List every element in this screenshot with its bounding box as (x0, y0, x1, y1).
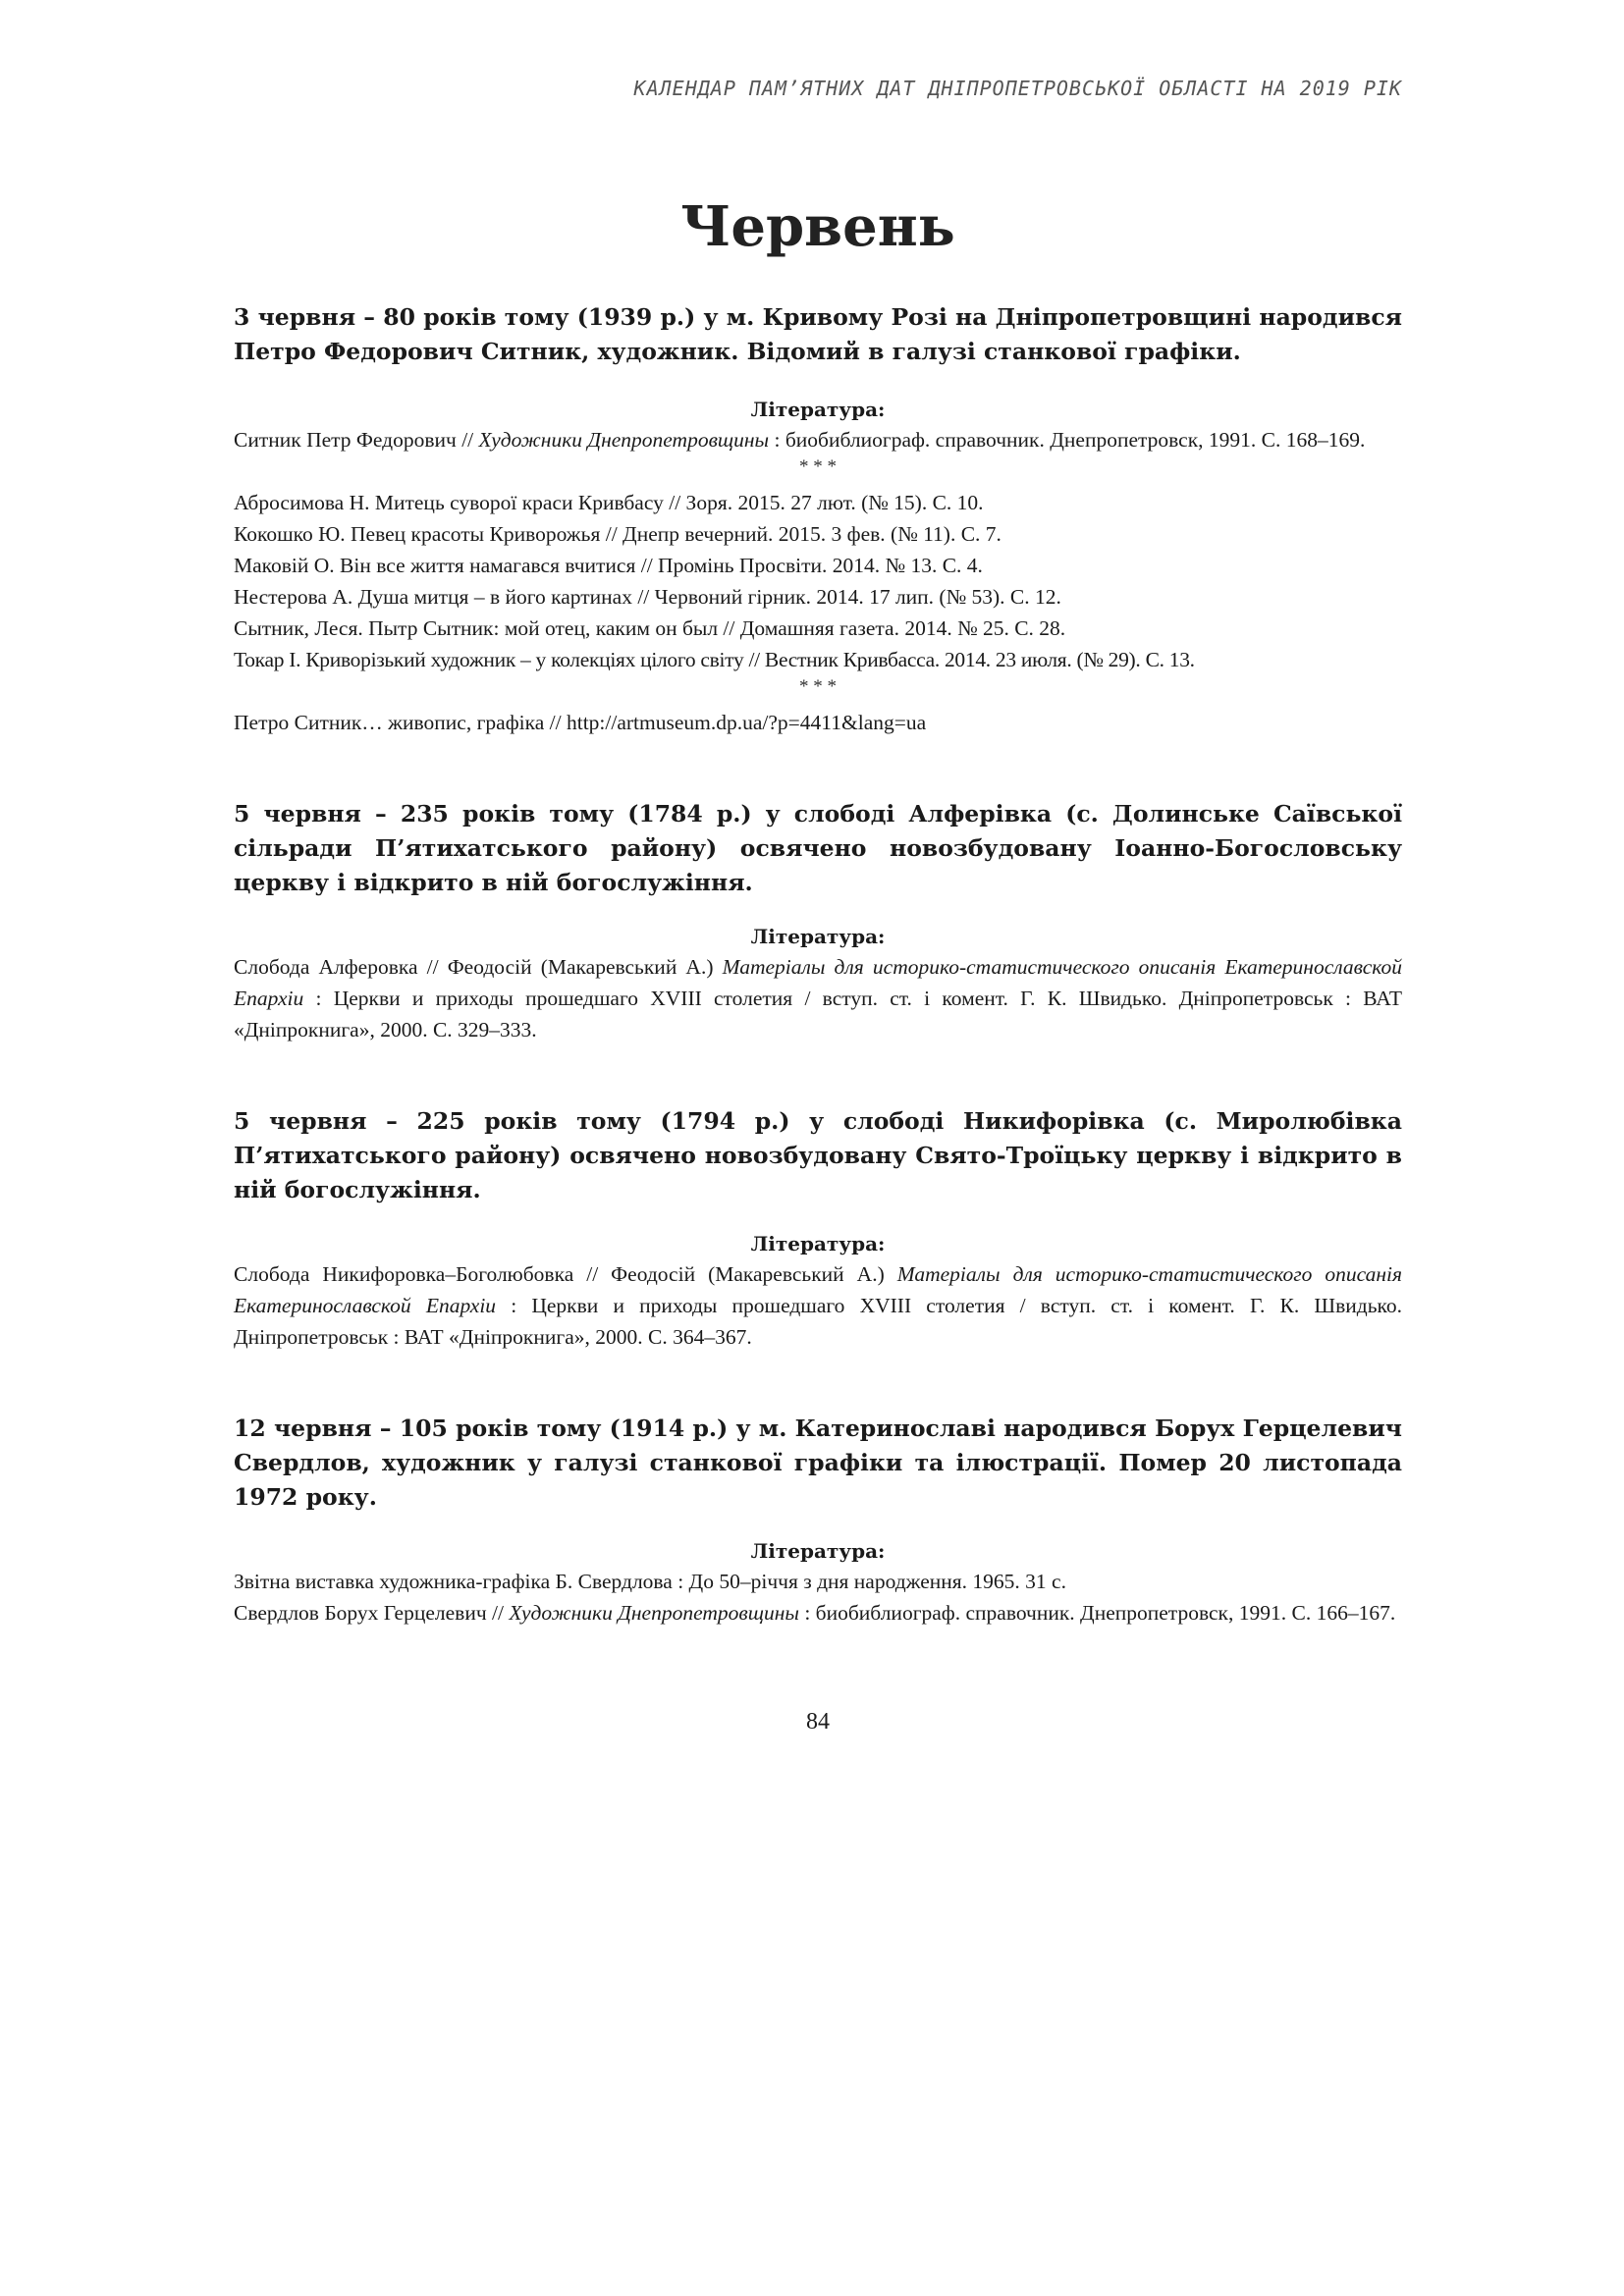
page-title: Червень (680, 194, 955, 259)
bibliography-entry: Звітна виставка художника-графіка Б. Свердлова : До 50–річчя з дня народження. 1965. 31 с. (234, 1570, 1066, 1593)
entry-text: : биобиблиограф. справочник. Днепропетровск, 1991. С. 166–167. (798, 1601, 1396, 1625)
bibliography-entry: Кокошко Ю. Певец красоты Криворожья // Днепр вечерний. 2015. 3 фев. (№ 11). С. 7. (234, 522, 1001, 546)
entry-title-italic: Матеріалы для историко-статистического описанія Екатеринославской Епархіи (234, 1262, 1402, 1317)
event-entry (234, 1412, 1402, 1629)
separator: * * * (799, 676, 837, 697)
page-number: 84 (806, 1709, 830, 1735)
running-header: КАЛЕНДАР ПАМ’ЯТНИХ ДАТ ДНІПРОПЕТРОВСЬКОЇ ОБЛАСТІ НА 2019 РІК (633, 77, 1402, 100)
event-entry (234, 797, 1402, 1045)
entry-text: Свердлов Борух Герцелевич // (234, 1601, 510, 1625)
event-heading: 5 червня – 225 років тому (1794 р.) у слободі Никифорівка (с. Миролюбівка П’ятихатського району) освячено новозбудовану Свято-Троїцьку церкву і відкрито в ній богослужіння. (234, 1107, 1402, 1203)
bibliography-entry (234, 1597, 1402, 1629)
separator: * * * (799, 456, 837, 477)
bibliography-entry: Токар І. Криворізький художник – у колекціях цілого світу // Вестник Кривбасса. 2014. 23 июля. (№ 29). С. 13. (234, 648, 1195, 671)
web-resource-link[interactable]: Петро Ситник… живопис, графіка // http://artmuseum.dp.ua/?p=4411&lang=ua (234, 711, 927, 734)
bibliography-entry (234, 424, 1402, 455)
entry-text: Слобода Никифоровка–Боголюбовка // Феодосій (Макаревський А.) (234, 1262, 897, 1286)
literature-heading: Література: (750, 1232, 886, 1255)
bibliography-entry: Абросимова Н. Митець суворої краси Кривбасу // Зоря. 2015. 27 лют. (№ 15). С. 10. (234, 491, 984, 514)
entry-title-italic: Художники Днепропетровщины (509, 1601, 799, 1625)
entry-text: : Церкви и приходы прошедшаго XVIII столетия / вступ. ст. і комент. Г. К. Швидько. Дніпропетровськ : ВАТ «Дніпрокнига», 2000. С. 364–367. (234, 1294, 1402, 1349)
event-heading: 12 червня – 105 років тому (1914 р.) у м. Катеринославі народився Борух Герцелевич Свердлов, художник у галузі станкової графіки та ілюстрації. Помер 20 листопада 1972 року. (234, 1415, 1402, 1511)
entry-title-italic: Матеріалы для историко-статистического описанія Екатеринославской Епархіи (234, 955, 1402, 1010)
event-heading: 3 червня – 80 років тому (1939 р.) у м. Кривому Розі на Дніпропетровщині народився Петро Федорович Ситник, художник. Відомий в галузі станкової графіки. (234, 303, 1402, 365)
event-entry (234, 1104, 1402, 1353)
literature-heading: Література: (750, 398, 886, 421)
bibliography-entry (234, 951, 1402, 1045)
bibliography-entry: Маковій О. Він все життя намагався вчитися // Промінь Просвіти. 2014. № 13. С. 4. (234, 554, 983, 577)
event-heading: 5 червня – 235 років тому (1784 р.) у слободі Алферівка (с. Долинське Саївської сільради П’ятихатського району) освячено новозбудовану Іоанно-Богословську церкву і відкрито в ній богослужіння. (234, 800, 1402, 896)
entry-text: : Церкви и приходы прошедшаго XVIII столетия / вступ. ст. і комент. Г. К. Швидько. Дніпропетровськ : ВАТ «Дніпрокнига», 2000. С. 329–333. (234, 987, 1402, 1041)
entry-text: : биобиблиограф. справочник. Днепропетровск, 1991. С. 168–169. (769, 428, 1366, 452)
bibliography-entry: Сытник, Леся. Пытр Сытник: мой отец, каким он был // Домашняя газета. 2014. № 25. С. 28. (234, 616, 1066, 640)
main-content (234, 300, 1402, 1629)
entry-text: Слобода Алферовка // Феодосій (Макаревський А.) (234, 955, 723, 979)
entry-text: Ситник Петр Федорович // (234, 428, 479, 452)
event-entry (234, 300, 1402, 738)
literature-heading: Література: (750, 925, 886, 948)
bibliography-entry (234, 1258, 1402, 1353)
bibliography-entry: Нестерова А. Душа митця – в його картинах // Червоний гірник. 2014. 17 лип. (№ 53). С. 12. (234, 585, 1061, 609)
literature-heading: Література: (750, 1539, 886, 1563)
entry-title-italic: Художники Днепропетровщины (478, 428, 770, 452)
